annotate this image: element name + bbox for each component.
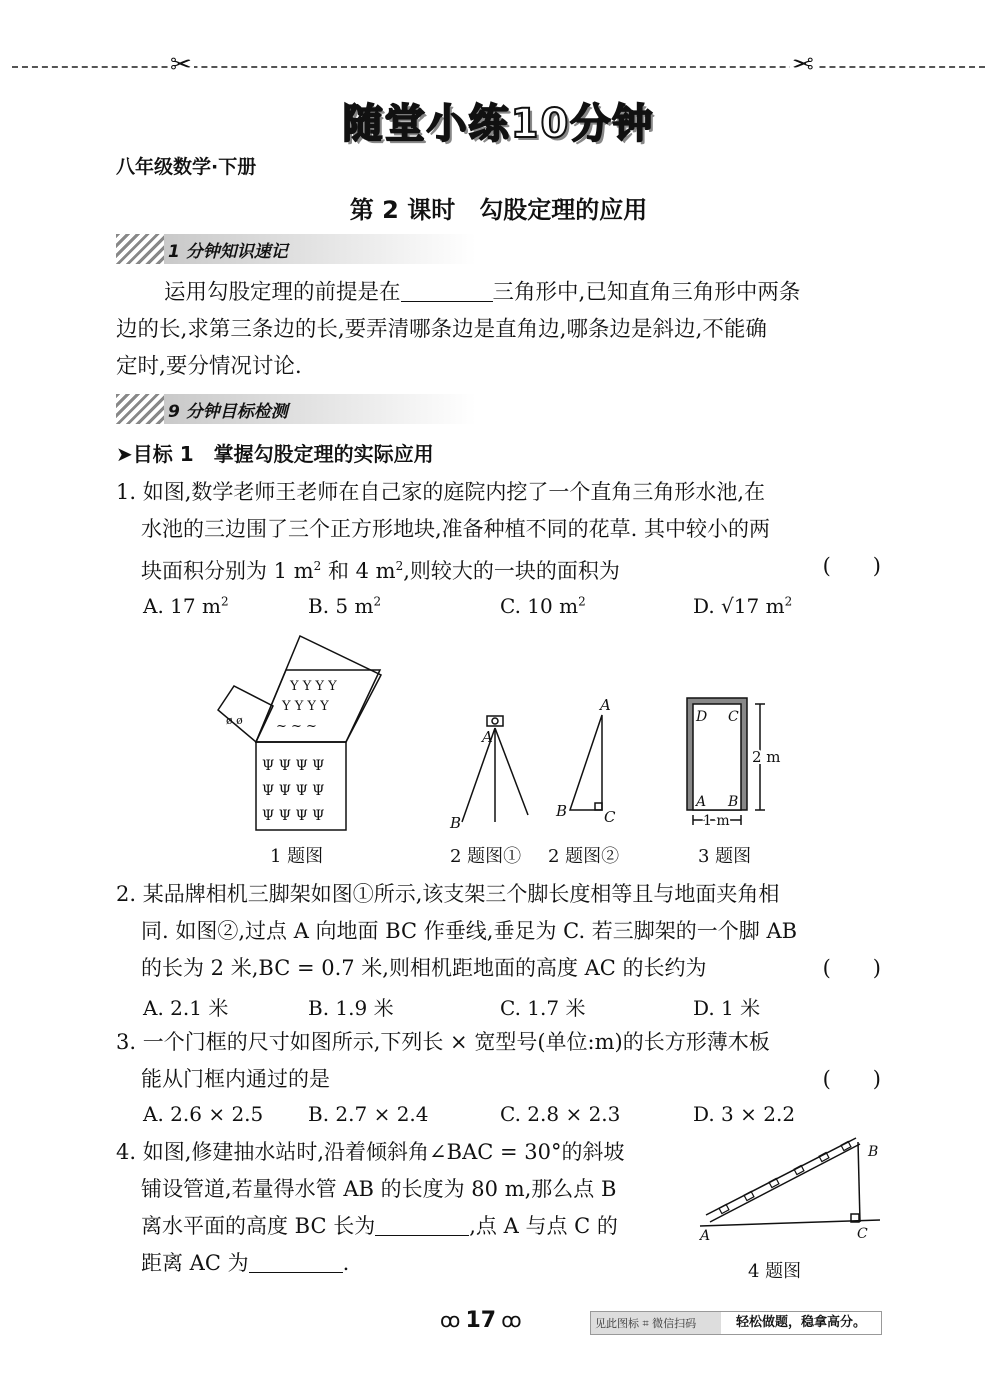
question-2-line: 2. 某品牌相机三脚架如图①所示,该支架三个脚长度相等且与地面夹角相: [116, 882, 780, 906]
option-a[interactable]: A. 17 $m^2$: [143, 594, 229, 618]
svg-text:C: C: [604, 808, 616, 826]
cut-line: [12, 66, 985, 68]
caption-figure-2a: 2 题图①: [450, 846, 522, 867]
question-4-line: 距离 AC 为 .: [141, 1251, 350, 1275]
figure-2b-triangle: [555, 696, 616, 826]
figure-2a-tripod: [449, 716, 528, 832]
answer-blank[interactable]: [249, 1251, 343, 1273]
point-c-label: C: [857, 1226, 868, 1240]
caption-figure-1: 1 题图: [270, 846, 324, 867]
option-b[interactable]: B. 5 $m^2$: [308, 594, 382, 618]
question-1-line: 块面积分别为 1 $m^2$ 和 4 $m^2$,则较大的一块的面积为 ( ): [141, 548, 881, 590]
caption-figure-3: 3 题图: [698, 846, 752, 867]
caption-figure-4: 4 题图: [748, 1261, 802, 1282]
paragraph-line: 运用勾股定理的前提是在 三角形中,已知直角三角形中两条: [164, 280, 801, 305]
question-1-line: 水池的三边围了三个正方形地块,准备种植不同的花草. 其中较小的两: [141, 517, 771, 541]
svg-text:B: B: [450, 814, 462, 832]
answer-blank[interactable]: [401, 280, 493, 303]
option-c[interactable]: C. 2.8 × 2.3: [500, 1102, 621, 1126]
scissors-icon: ✂: [170, 50, 192, 80]
answer-paren[interactable]: ( ): [822, 554, 881, 578]
scissors-icon: ✂: [792, 50, 814, 80]
option-d[interactable]: D. 1 米: [693, 996, 761, 1020]
svg-text:Y Y Y Y: Y Y Y Y: [282, 699, 329, 714]
option-d[interactable]: D. √17 $m^2$: [693, 594, 793, 618]
svg-text:A: A: [600, 696, 611, 714]
figure-3-height-label: 2 m: [752, 748, 781, 766]
question-3-line: 3. 一个门框的尺寸如图所示,下列长 × 宽型号(单位:m)的长方形薄木板: [116, 1030, 770, 1054]
section-header-knowledge: [116, 234, 476, 264]
footer-tag: [590, 1311, 882, 1335]
svg-text:~ ~ ~: ~ ~ ~: [276, 719, 317, 734]
option-a[interactable]: A. 2.6 × 2.5: [143, 1102, 264, 1126]
svg-text:Ψ Ψ Ψ Ψ: Ψ Ψ Ψ Ψ: [262, 808, 325, 824]
svg-text:A: A: [696, 794, 707, 810]
svg-text:Ψ Ψ Ψ Ψ: Ψ Ψ Ψ Ψ: [262, 758, 325, 774]
slogan: 轻松做题，稳拿高分。: [721, 1312, 881, 1334]
option-b[interactable]: B. 2.7 × 2.4: [308, 1102, 429, 1126]
section-label: 9 分钟目标检测: [168, 402, 288, 422]
question-4-line: 4. 如图,修建抽水站时,沿着倾斜角∠BAC = 30°的斜坡: [116, 1140, 625, 1164]
grade-label: 八年级数学·下册: [116, 156, 257, 178]
arrow-icon: ➤: [116, 442, 133, 466]
caption-figure-2b: 2 题图②: [548, 846, 620, 867]
answer-paren[interactable]: ( ): [822, 1067, 881, 1091]
answer-blank[interactable]: [375, 1214, 469, 1236]
section-header-test: [116, 394, 476, 424]
answer-paren[interactable]: ( ): [822, 956, 881, 980]
svg-text:Y Y Y Y: Y Y Y Y: [290, 679, 337, 694]
figures-area: [0, 630, 997, 840]
figure-4-slope: [690, 1130, 890, 1240]
point-a-label: A: [700, 1228, 711, 1240]
option-b[interactable]: B. 1.9 米: [308, 996, 394, 1020]
question-2-line: 的长为 2 米,BC = 0.7 米,则相机距地面的高度 AC 的长约为 ( ): [141, 950, 881, 987]
option-a[interactable]: A. 2.1 米: [143, 996, 229, 1020]
figure-3-width-label: 1 m: [703, 813, 730, 829]
paragraph-line: 定时,要分情况讨论.: [116, 354, 302, 379]
svg-text:B: B: [728, 794, 739, 810]
question-2-line: 同. 如图②,过点 A 向地面 BC 作垂线,垂足为 C. 若三脚架的一个脚 AB: [141, 919, 798, 943]
ornament-icon: ꝏ: [440, 1308, 461, 1332]
paragraph-line: 边的长,求第三条边的长,要弄清哪条边是直角边,哪条边是斜边,不能确: [116, 317, 767, 342]
section-label: 1 分钟知识速记: [168, 242, 288, 262]
svg-text:Ψ Ψ Ψ Ψ: Ψ Ψ Ψ Ψ: [262, 783, 325, 799]
question-3-line: 能从门框内通过的是 ( ): [141, 1061, 881, 1098]
page-number: ꝏ 17 ꝏ: [440, 1308, 522, 1333]
goal-heading: ➤目标 1 掌握勾股定理的实际应用: [116, 442, 434, 466]
scan-hint: 见此图标 ⌗ 微信扫码: [595, 1317, 697, 1330]
ornament-icon: ꝏ: [501, 1308, 522, 1332]
option-c[interactable]: C. 1.7 米: [500, 996, 586, 1020]
lesson-title: 第 2 课时 勾股定理的应用: [349, 196, 648, 224]
question-4-line: 离水平面的高度 BC 长为 ,点 A 与点 C 的: [141, 1214, 618, 1238]
figure-1-squares: [218, 635, 381, 830]
point-b-label: B: [868, 1144, 879, 1160]
svg-text:D: D: [696, 709, 708, 725]
svg-text:B: B: [556, 802, 568, 820]
option-d[interactable]: D. 3 × 2.2: [693, 1102, 796, 1126]
svg-text:C: C: [728, 709, 739, 725]
banner-title: 随堂小练10分钟: [342, 101, 655, 147]
question-4-line: 铺设管道,若量得水管 AB 的长度为 80 m,那么点 B: [141, 1177, 617, 1201]
option-c[interactable]: C. 10 $m^2$: [500, 594, 586, 618]
question-1-line: 1. 如图,数学老师王老师在自己家的庭院内挖了一个直角三角形水池,在: [116, 480, 766, 504]
svg-text:ø ø: ø ø: [226, 714, 243, 727]
svg-text:A: A: [482, 728, 493, 746]
